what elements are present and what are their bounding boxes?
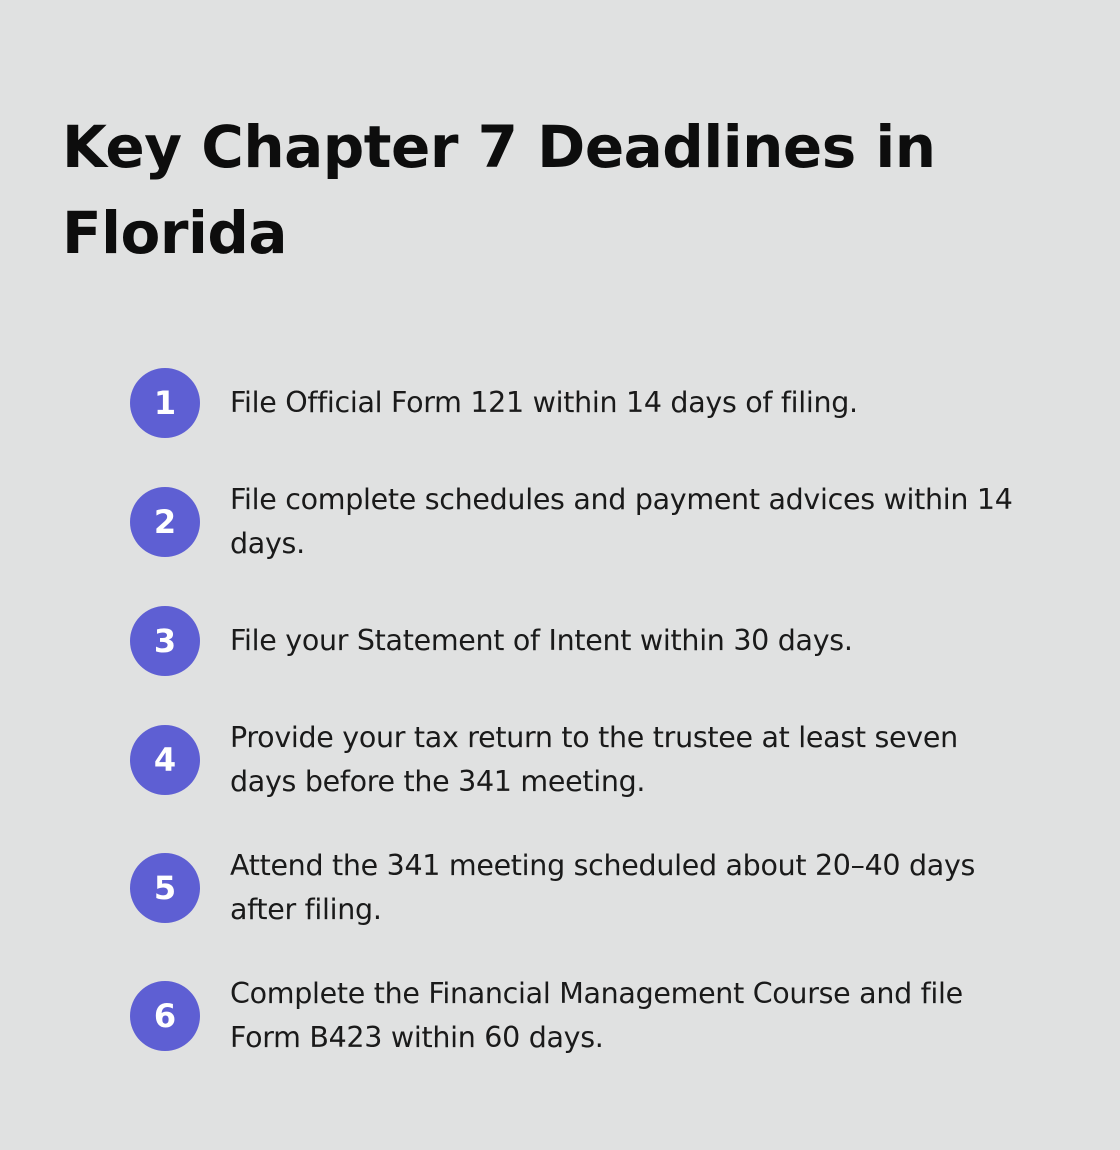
step-text: File your Statement of Intent within 30 days. — [230, 624, 853, 657]
list-item — [130, 712, 1030, 808]
step-text: Attend the 341 meeting scheduled about 20–40 days after filing. — [230, 849, 976, 926]
step-number-badge: 4 — [130, 725, 200, 795]
list-item — [130, 355, 1030, 451]
step-number-badge: 6 — [130, 981, 200, 1051]
list-item — [130, 593, 1030, 689]
list-item — [130, 474, 1030, 570]
page-title: Key Chapter 7 Deadlines in Florida — [62, 113, 936, 267]
step-text: Complete the Financial Management Course and file Form B423 within 60 days. — [230, 977, 963, 1054]
list-item — [130, 840, 1030, 936]
step-number-badge: 1 — [130, 368, 200, 438]
step-number-badge: 3 — [130, 606, 200, 676]
list-item — [130, 968, 1030, 1064]
step-number-badge: 5 — [130, 853, 200, 923]
deadline-list — [130, 0, 1030, 1150]
step-text: File Official Form 121 within 14 days of filing. — [230, 386, 858, 419]
step-text: Provide your tax return to the trustee at least seven days before the 341 meeting. — [230, 721, 958, 798]
step-number-badge: 2 — [130, 487, 200, 557]
step-text: File complete schedules and payment advices within 14 days. — [230, 483, 1013, 560]
